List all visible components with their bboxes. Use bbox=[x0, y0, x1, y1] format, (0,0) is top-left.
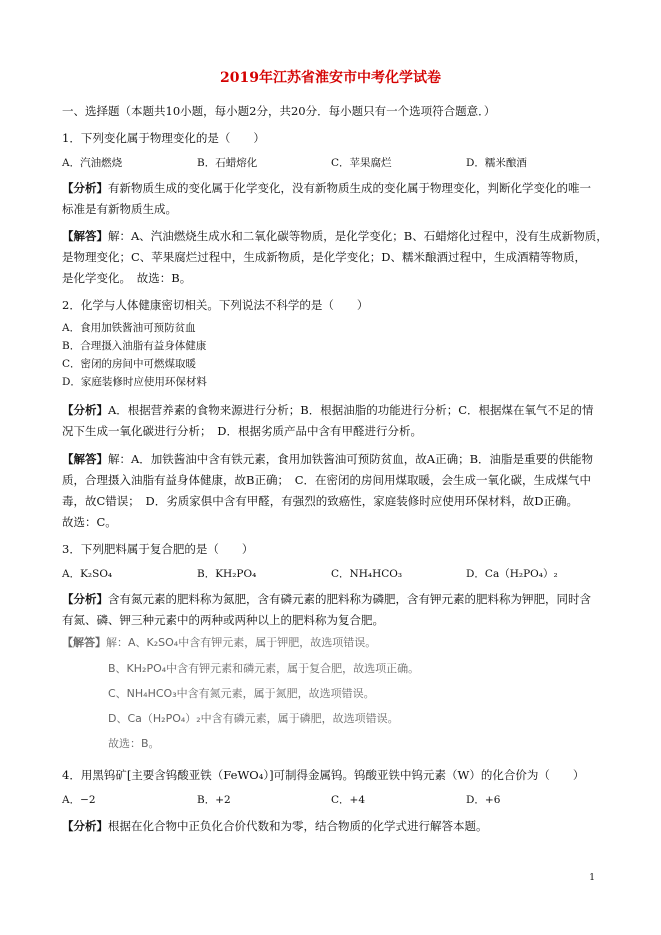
answer-tag: 【解答】 bbox=[62, 229, 108, 243]
q3-answer-line4: D、Ca（H₂PO₄）₂中含有磷元素，属于磷肥，故选项错误。 bbox=[108, 712, 399, 725]
q4-option-c: C．+4 bbox=[331, 794, 366, 806]
q1-analysis-line1: 【分析】有新物质生成的变化属于化学变化，没有新物质生成的变化属于物理变化，判断化学变化的唯一 bbox=[62, 181, 591, 195]
q4-stem: 4．用黑钨矿[主要含钨酸亚铁（FeWO₄）]可制得金属钨。钨酸亚铁中钨元素（W）的化合价为（ ） bbox=[62, 768, 585, 782]
q3-stem: 3．下列肥料属于复合肥的是（ ） bbox=[62, 542, 254, 556]
q4-option-a: A．−2 bbox=[62, 794, 96, 806]
page-title: 2019年江苏省淮安市中考化学试卷 bbox=[220, 70, 441, 86]
q3-answer-line3: C、NH₄HCO₃中含有氮元素，属于氮肥，故选项错误。 bbox=[108, 687, 375, 700]
q3-analysis-line1: 【分析】含有氮元素的肥料称为氮肥，含有磷元素的肥料称为磷肥，含有钾元素的肥料称为钾肥，同时含 bbox=[62, 592, 591, 606]
q2-answer-line3: 毒，故C错误； D．劣质家俱中含有甲醛，有强烈的致癌性，家庭装修时应使用环保材料，故D正确。 bbox=[62, 494, 578, 508]
q3-answer-line1: 【解答】解：A、K₂SO₄中含有钾元素，属于钾肥，故选项错误。 bbox=[62, 636, 377, 649]
q3-option-d: D．Ca（H₂PO₄）₂ bbox=[466, 568, 558, 580]
q2-option-a: A．食用加铁酱油可预防贫血 bbox=[62, 322, 196, 334]
section-heading: 一、选择题（本题共10小题，每小题2分，共20分．每小题只有一个选项符合题意．） bbox=[62, 104, 496, 118]
q1-answer-line2: 是物理变化；C、苹果腐烂过程中，生成新物质，是化学变化；D、糯米酿酒过程中，生成酒精等物质， bbox=[62, 250, 587, 264]
q4-analysis-line1: 【分析】根据在化合物中正负化合价代数和为零，结合物质的化学式进行解答本题。 bbox=[62, 819, 488, 833]
q1-answer-line3: 是化学变化。 故选：B。 bbox=[62, 271, 192, 285]
q3-option-a: A．K₂SO₄ bbox=[62, 568, 113, 580]
q3-answer-line5: 故选：B。 bbox=[108, 737, 160, 750]
q2-option-c: C．密闭的房间中可燃煤取暖 bbox=[62, 358, 197, 370]
q1-option-c: C．苹果腐烂 bbox=[331, 157, 392, 169]
page-number: 1 bbox=[589, 873, 595, 883]
q1-answer-line1: 【解答】解：A、汽油燃烧生成水和二氧化碳等物质，是化学变化；B、石蜡熔化过程中，没有生成新物质， bbox=[62, 229, 608, 243]
q2-option-d: D．家庭装修时应使用环保材料 bbox=[62, 376, 207, 388]
q4-option-b: B．+2 bbox=[197, 794, 231, 806]
q2-analysis-line2: 况下生成一氧化碳进行分析； D．根据劣质产品中含有甲醛进行分析。 bbox=[62, 424, 422, 438]
q4-option-d: D．+6 bbox=[466, 794, 501, 806]
q1-stem: 1．下列变化属于物理变化的是（ ） bbox=[62, 131, 265, 145]
q3-analysis-line2: 有氮、磷、钾三种元素中的两种或两种以上的肥料称为复合肥。 bbox=[62, 613, 384, 627]
q1-option-d: D．糯米酿酒 bbox=[466, 157, 527, 169]
q2-analysis-line1: 【分析】A．根据营养素的食物来源进行分析；B．根据油脂的功能进行分析；C．根据煤在氧气不足的情 bbox=[62, 403, 594, 417]
analysis-tag: 【分析】 bbox=[62, 181, 108, 195]
q2-answer-line2: 质，合理摄入油脂有益身体健康，故B正确； C．在密闭的房间用煤取暖，会生成一氧化碳，生成煤气中 bbox=[62, 473, 591, 487]
q3-option-c: C．NH₄HCO₃ bbox=[331, 568, 403, 580]
q3-option-b: B．KH₂PO₄ bbox=[197, 568, 257, 580]
q2-answer-line4: 故选：C。 bbox=[62, 515, 117, 529]
q2-stem: 2．化学与人体健康密切相关。下列说法不科学的是（ ） bbox=[62, 298, 369, 312]
q3-answer-line2: B、KH₂PO₄中含有钾元素和磷元素，属于复合肥，故选项正确。 bbox=[108, 662, 420, 675]
q2-option-b: B．合理摄入油脂有益身体健康 bbox=[62, 340, 207, 352]
q2-answer-line1: 【解答】解：A．加铁酱油中含有铁元素，食用加铁酱油可预防贫血，故A正确；B．油脂是重要的供能物 bbox=[62, 452, 594, 466]
q1-option-a: A．汽油燃烧 bbox=[62, 157, 123, 169]
q1-analysis-line2: 标准是有新物质生成。 bbox=[62, 202, 177, 216]
q1-option-b: B．石蜡熔化 bbox=[197, 157, 258, 169]
